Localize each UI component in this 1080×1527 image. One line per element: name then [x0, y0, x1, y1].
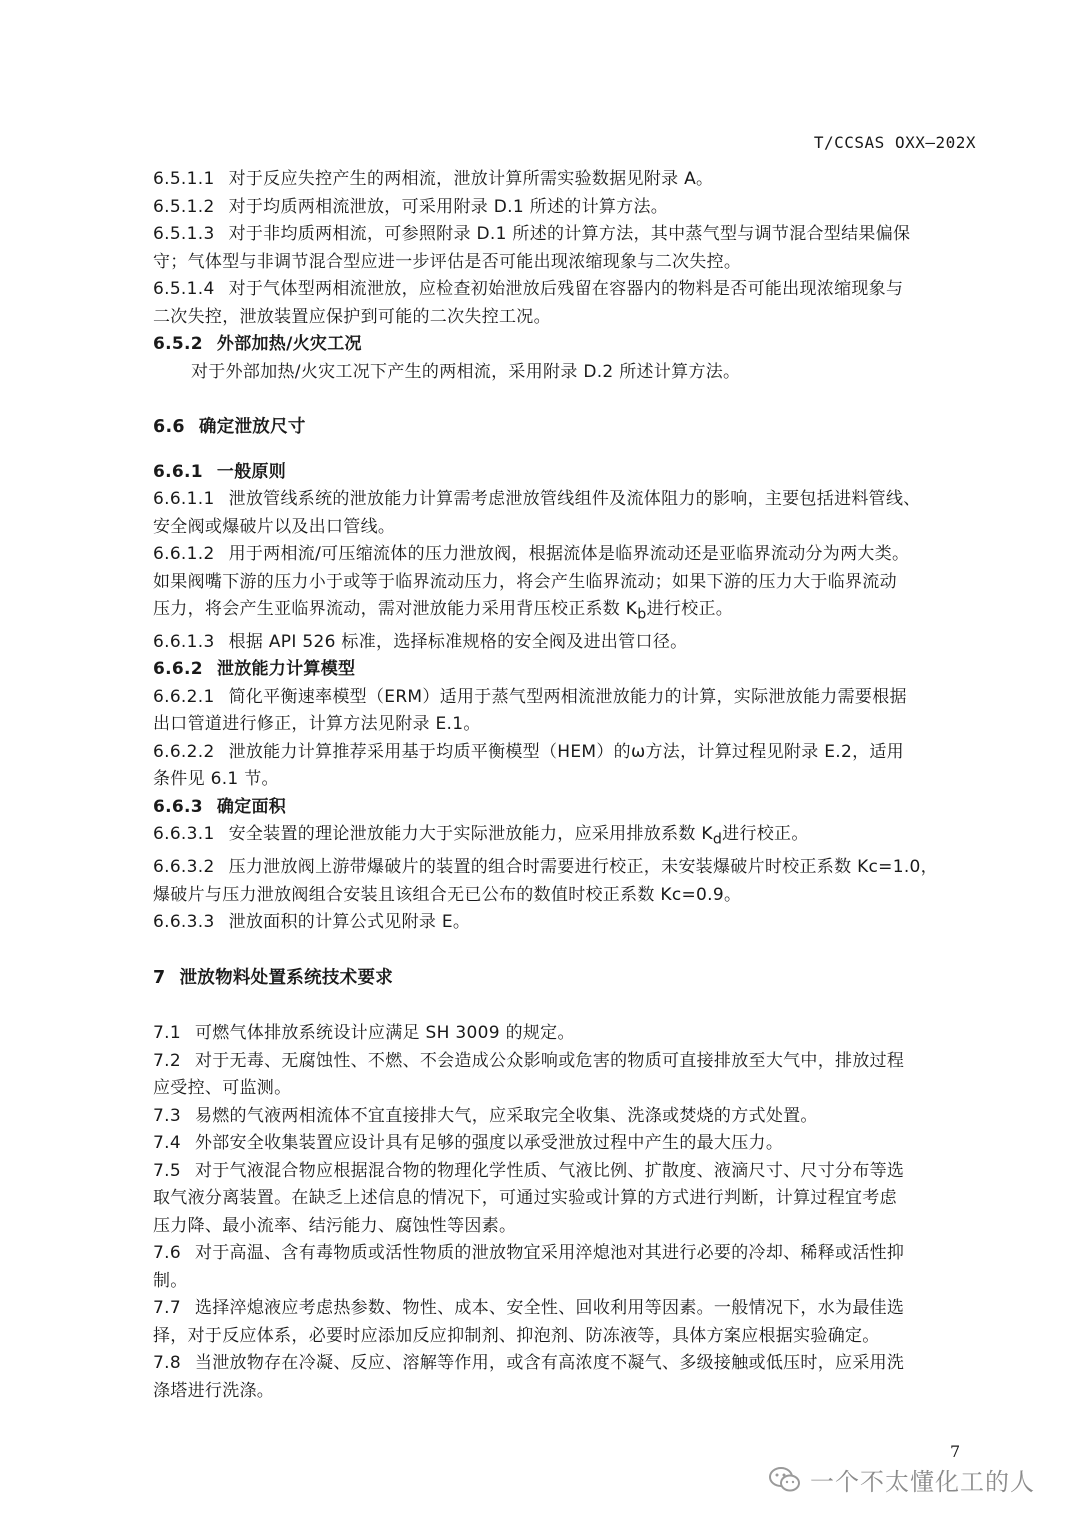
clause-6-6-1-2: 6.6.1.2 用于两相流/可压缩流体的压力泄放阀，根据流体是临界流动还是亚临界流动分为两大类。: [153, 544, 910, 564]
clause-7-5-cont1: 取气液分离装置。在缺乏上述信息的情况下，可通过实验或计算的方式进行判断，计算过程宜考虑: [153, 1188, 897, 1209]
clause-7-8-cont: 涤塔进行洗涤。: [153, 1380, 275, 1401]
clause-7-4: 7.4 外部安全收集装置应设计具有足够的强度以承受泄放过程中产生的最大压力。: [153, 1133, 784, 1154]
clause-6-6-3-2-cont: 爆破片与压力泄放阀组合安装且该组合无已公布的数值时校正系数 Kc=0.9。: [153, 884, 742, 905]
clause-6-6-1-2-cont2: 压力，将会产生亚临界流动，需对泄放能力采用背压校正系数 $K_b$进行校正。: [153, 599, 734, 623]
clause-6-5-2-body: 对于外部加热/火灾工况下产生的两相流，采用附录 D.2 所述计算方法。: [191, 361, 741, 382]
clause-7-5: 7.5 对于气液混合物应根据混合物的物理化学性质、气液比例、扩散度、液滴尺寸、尺寸分布等选: [153, 1160, 905, 1181]
clause-6-5-1-3: 6.5.1.3 对于非均质两相流，可参照附录 D.1 所述的计算方法，其中蒸气型与调节混合型结果偏保: [153, 224, 911, 244]
wechat-icon: [768, 1466, 802, 1494]
heading-6-6-3: 6.6.3 确定面积: [153, 796, 287, 817]
clause-6-5-1-2: 6.5.1.2 对于均质两相流泄放，可采用附录 D.1 所述的计算方法。: [153, 196, 669, 217]
clause-7-1: 7.1 可燃气体排放系统设计应满足 SH 3009 的规定。: [153, 1023, 575, 1044]
clause-6-6-1-3: 6.6.1.3 根据 API 526 标准，选择标准规格的安全阀及进出管口径。: [153, 631, 688, 652]
clause-6-6-2-2-cont: 条件见 6.1 节。: [153, 769, 279, 790]
clause-7-7: 7.7 选择淬熄液应考虑热参数、物性、成本、安全性、回收利用等因素。一般情况下，水为最佳选: [153, 1298, 905, 1319]
clause-7-7-cont: 择，对于反应体系，必要时应添加反应抑制剂、抑泡剂、防冻液等，具体方案应根据实验确定。: [153, 1325, 880, 1346]
clause-6-5-1-3-cont: 守；气体型与非调节混合型应进一步评估是否可能出现浓缩现象与二次失控。: [153, 251, 742, 272]
clause-6-6-3-2: 6.6.3.2 压力泄放阀上游带爆破片的装置的组合时需要进行校正，未安装爆破片时校正系数 Kc=1.0，: [153, 857, 938, 878]
document-body: [153, 166, 983, 1405]
clause-6-6-2-2: 6.6.2.2 泄放能力计算推荐采用基于均质平衡模型（HEM）的ω方法，计算过程见附录 E.2，适用: [153, 741, 904, 762]
watermark: [768, 1462, 1035, 1497]
watermark-text: 一个不太懂化工的人: [810, 1468, 1035, 1496]
clause-6-5-1-4-cont: 二次失控，泄放装置应保护到可能的二次失控工况。: [153, 306, 551, 327]
heading-6-6-2: 6.6.2 泄放能力计算模型: [153, 659, 356, 680]
clause-6-6-1-2-cont1: 如果阀嘴下游的压力小于或等于临界流动压力，将会产生临界流动；如果下游的压力大于临界流动: [153, 571, 897, 592]
clause-6-6-3-3: 6.6.3.3 泄放面积的计算公式见附录 E。: [153, 912, 471, 933]
clause-6-6-3-1: 6.6.3.1 安全装置的理论泄放能力大于实际泄放能力，应采用排放系数 $K_d$进行校正。: [153, 824, 809, 848]
standard-code: T/CCSAS OXX—202X: [813, 133, 976, 152]
clause-7-2: 7.2 对于无毒、无腐蚀性、不燃、不会造成公众影响或危害的物质可直接排放至大气中，排放过程: [153, 1050, 905, 1071]
clause-7-3: 7.3 易燃的气液两相流体不宜直接排大气，应采取完全收集、洗涤或焚烧的方式处置。: [153, 1105, 818, 1126]
clause-7-2-cont: 应受控、可监测。: [153, 1078, 292, 1099]
heading-6-6: 6.6 确定泄放尺寸: [153, 417, 306, 437]
clause-7-6: 7.6 对于高温、含有毒物质或活性物质的泄放物宜采用淬熄池对其进行必要的冷却、稀释或活性抑: [153, 1243, 905, 1264]
clause-7-5-cont2: 压力降、最小流率、结污能力、腐蚀性等因素。: [153, 1215, 517, 1236]
clause-6-5-1-4: 6.5.1.4 对于气体型两相流泄放，应检查初始泄放后残留在容器内的物料是否可能出现浓缩现象与: [153, 279, 904, 299]
page-number: 7: [950, 1442, 961, 1461]
clause-6-5-1-1: 6.5.1.1 对于反应失控产生的两相流，泄放计算所需实验数据见附录 A。: [153, 169, 714, 189]
clause-6-6-2-1-cont: 出口管道进行修正，计算方法见附录 E.1。: [153, 714, 481, 735]
clause-6-6-2-1: 6.6.2.1 简化平衡速率模型（ERM）适用于蒸气型两相流泄放能力的计算，实际泄放能力需要根据: [153, 686, 907, 707]
heading-7: 7 泄放物料处置系统技术要求: [153, 967, 394, 988]
heading-6-6-1: 6.6.1 一般原则: [153, 461, 287, 482]
heading-6-5-2: 6.5.2 外部加热/火灾工况: [153, 334, 362, 354]
clause-7-6-cont: 制。: [153, 1270, 188, 1291]
clause-6-6-1-1: 6.6.1.1 泄放管线系统的泄放能力计算需考虑泄放管线组件及流体阻力的影响，主要包括进料管线、: [153, 489, 921, 509]
clause-6-6-1-1-cont: 安全阀或爆破片以及出口管线。: [153, 516, 396, 537]
clause-7-8: 7.8 当泄放物存在冷凝、反应、溶解等作用，或含有高浓度不凝气、多级接触或低压时，应采用洗: [153, 1353, 905, 1374]
